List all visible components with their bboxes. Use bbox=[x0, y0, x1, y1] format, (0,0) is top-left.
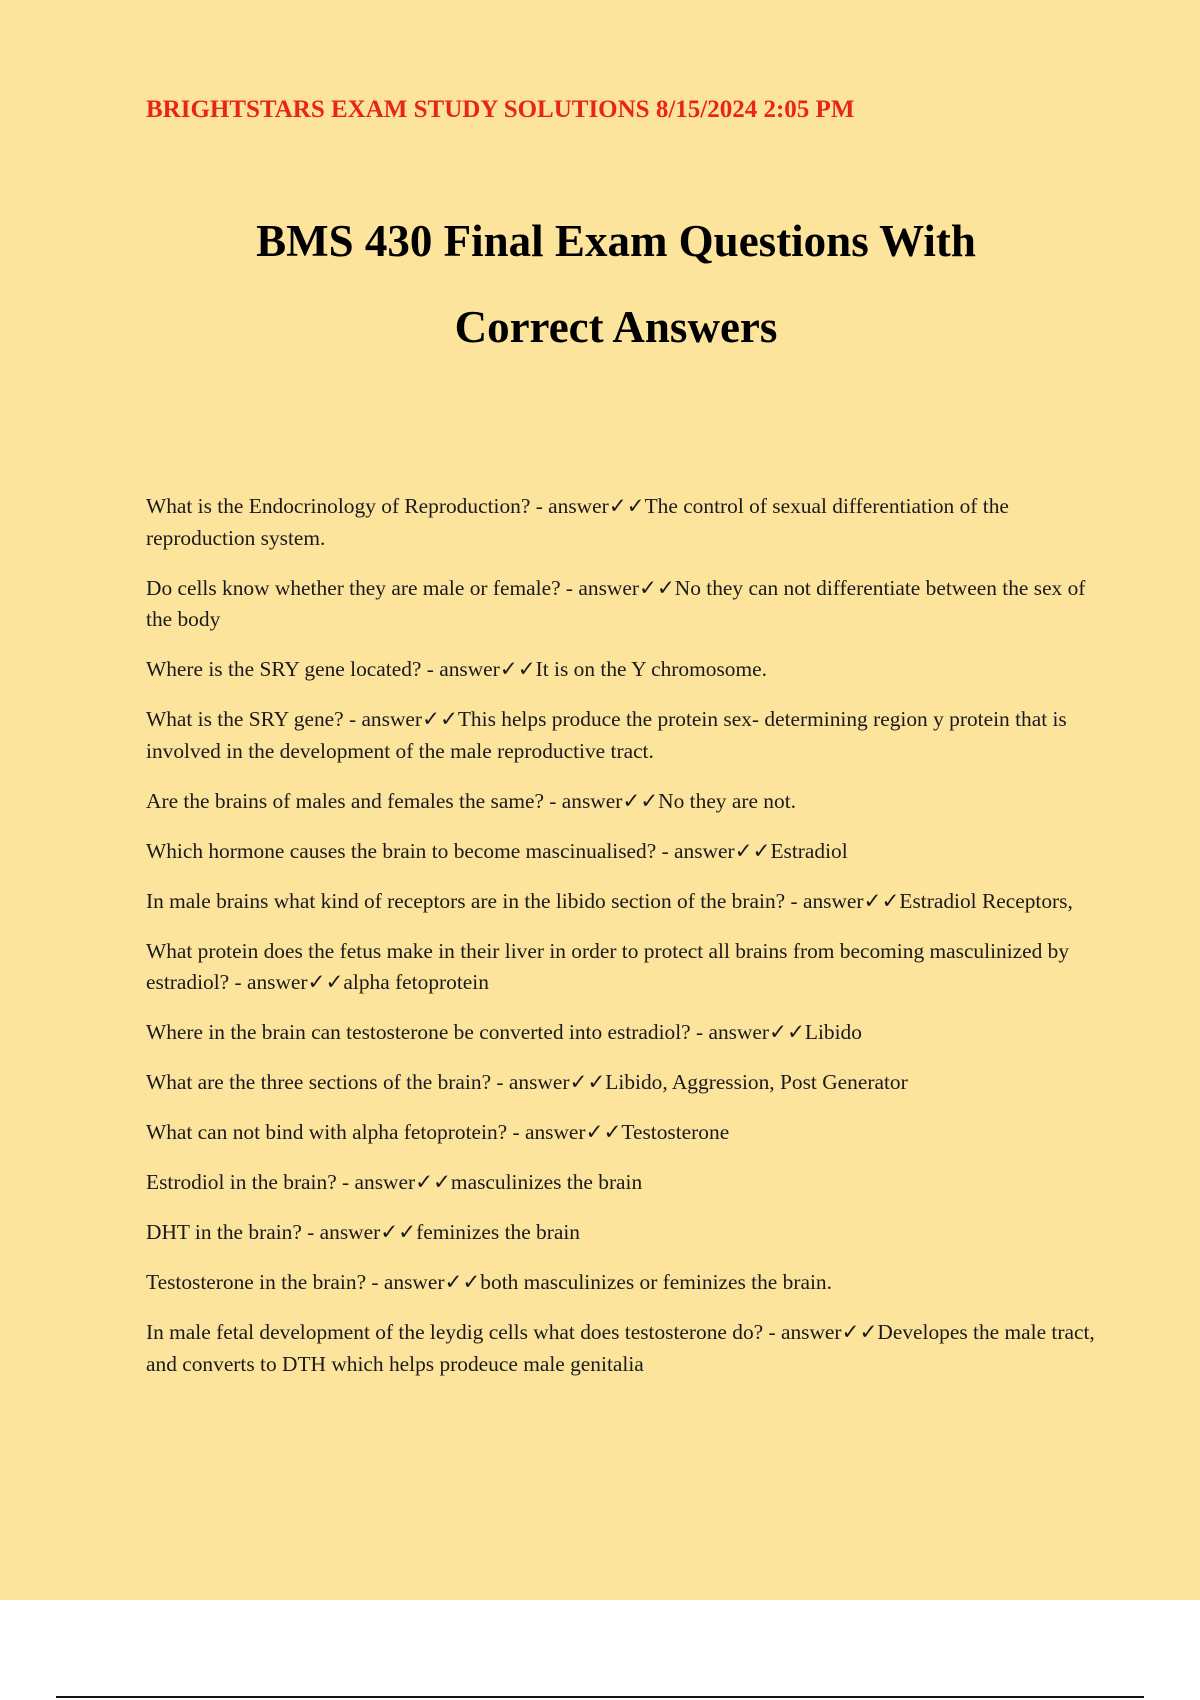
qa-list bbox=[146, 491, 1096, 1399]
qa-item: What is the Endocrinology of Reproduction? - answer✓✓The control of sexual differentiation of the reproduction system. bbox=[146, 494, 1009, 550]
qa-item: Which hormone causes the brain to become mascinualised? - answer✓✓Estradiol bbox=[146, 838, 848, 863]
qa-item: Testosterone in the brain? - answer✓✓both masculinizes or feminizes the brain. bbox=[146, 1270, 832, 1294]
title-line-1: BMS 430 Final Exam Questions With bbox=[256, 216, 976, 266]
qa-item: What protein does the fetus make in their liver in order to protect all brains from becoming masculinized by estradiol? - answer✓✓alpha fetoprotein bbox=[146, 938, 1070, 994]
title-line-2: Correct Answers bbox=[454, 302, 778, 352]
qa-item: DHT in the brain? - answer✓✓feminizes the brain bbox=[146, 1220, 581, 1244]
qa-item: Where in the brain can testosterone be converted into estradiol? - answer✓✓Libido bbox=[146, 1020, 862, 1044]
qa-item: Do cells know whether they are male or female? - answer✓✓No they can not differentiate between the sex of the body bbox=[146, 575, 1086, 631]
header-banner: BRIGHTSTARS EXAM STUDY SOLUTIONS 8/15/2024 2:05 PM bbox=[146, 96, 855, 123]
qa-item: What is the SRY gene? - answer✓✓This helps produce the protein sex- determining region y protein that is involved in the development of the male reproductive tract. bbox=[146, 707, 1067, 763]
page-divider bbox=[56, 1696, 1144, 1698]
qa-item: What are the three sections of the brain? - answer✓✓Libido, Aggression, Post Generator bbox=[146, 1070, 908, 1094]
qa-item: Estrodiol in the brain? - answer✓✓masculinizes the brain bbox=[146, 1170, 643, 1194]
qa-item: Where is the SRY gene located? - answer✓✓It is on the Y chromosome. bbox=[146, 657, 767, 681]
qa-item: What can not bind with alpha fetoprotein? - answer✓✓Testosterone bbox=[146, 1120, 730, 1144]
document-title bbox=[0, 198, 1200, 370]
qa-item: In male fetal development of the leydig cells what does testosterone do? - answer✓✓Developes the male tract, and converts to DTH which helps prodeuce male genitalia bbox=[146, 1320, 1095, 1376]
qa-item: Are the brains of males and females the same? - answer✓✓No they are not. bbox=[146, 788, 796, 813]
qa-item: In male brains what kind of receptors are in the libido section of the brain? - answer✓✓Estradiol Receptors, bbox=[146, 888, 1073, 913]
